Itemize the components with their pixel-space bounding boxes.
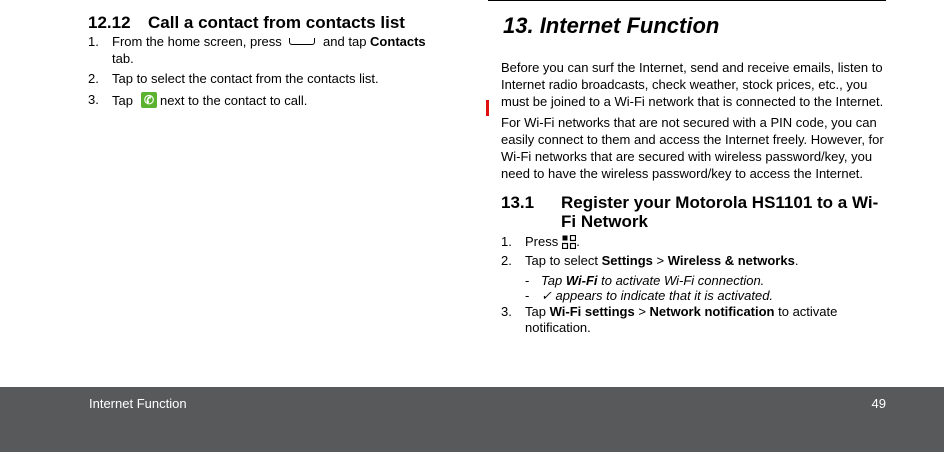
step-text: Tap to select — [525, 253, 598, 269]
sub-item — [501, 288, 891, 303]
separator: > — [638, 303, 646, 319]
top-rule — [488, 0, 886, 1]
step-text: . — [576, 233, 580, 249]
sub-text: Tap — [541, 272, 563, 288]
section-heading-12-12 — [88, 12, 468, 34]
step-number: 1. — [501, 233, 512, 249]
chapter-title: 13. Internet Function — [503, 13, 720, 38]
section-title: Register your Motorola HS1101 to a Wi-Fi Network — [561, 192, 879, 231]
left-column — [88, 12, 468, 113]
separator: > — [656, 253, 665, 269]
footer-title: Internet Function — [89, 396, 187, 411]
change-bar — [486, 100, 489, 116]
call-icon: ✆ — [141, 92, 157, 108]
list-item — [88, 92, 468, 110]
apps-icon — [562, 235, 576, 249]
right-column — [501, 12, 891, 337]
dash: - — [525, 287, 530, 303]
network-notification-label: Network notification — [649, 303, 775, 319]
step-text: to activate notification. — [525, 303, 838, 336]
step-text: Tap to select the contact from the contacts list. — [112, 71, 379, 86]
list-item — [88, 34, 468, 67]
intro-paragraph: Before you can surf the Internet, send and receive emails, listen to Internet radio broadcasts, check weather, stock prices, etc., you must be joined to a Wi-Fi network that is connected to the Internet. — [501, 60, 884, 109]
steps-list — [88, 34, 468, 109]
dash: - — [525, 272, 530, 288]
step-text: From the home screen, press — [112, 34, 282, 49]
list-item — [501, 234, 891, 251]
step-number: 1. — [88, 34, 99, 49]
contacts-label: Contacts — [370, 34, 426, 49]
steps-list — [501, 304, 891, 337]
sub-text: appears to indicate that it is activated. — [555, 287, 774, 303]
sub-text: to activate Wi-Fi connection. — [601, 272, 765, 288]
list-item — [88, 71, 468, 88]
step-number: 2. — [501, 253, 512, 269]
checkmark-icon: ✓ — [541, 287, 552, 303]
step-number: 3. — [501, 303, 512, 319]
steps-list — [501, 234, 891, 270]
section-number: 13.1 — [501, 192, 535, 212]
step-text: Press — [525, 233, 559, 249]
section-title: Call a contact from contacts list — [148, 13, 405, 32]
list-item — [501, 304, 891, 337]
step-text: next to the contact to call. — [159, 92, 308, 108]
step-text: Tap — [112, 92, 133, 108]
page-number: 49 — [871, 396, 886, 411]
wifi-settings-label: Wi-Fi settings — [549, 303, 635, 319]
step-text: . — [794, 253, 799, 269]
step-number: 2. — [88, 71, 99, 86]
home-key-icon — [289, 38, 315, 45]
security-paragraph: For Wi-Fi networks that are not secured with a PIN code, you can easily connect to them and access the Internet freely. However, for Wi-Fi networks that are secured with wireless password/key, you need to have the wireless password/key to access the Internet. — [501, 115, 884, 181]
section-heading-13-1 — [501, 193, 891, 231]
step-text: Tap — [525, 303, 546, 319]
page-footer — [0, 387, 944, 452]
section-number: 12.12 — [88, 13, 131, 32]
settings-label: Settings — [601, 253, 653, 269]
step-text: tab. — [112, 50, 134, 66]
step-text: and tap — [323, 34, 367, 49]
list-item — [501, 253, 891, 270]
wifi-label: Wi-Fi — [565, 272, 598, 288]
wireless-networks-label: Wireless & networks — [667, 253, 795, 269]
sub-item — [501, 273, 891, 288]
step-number: 3. — [88, 91, 99, 107]
